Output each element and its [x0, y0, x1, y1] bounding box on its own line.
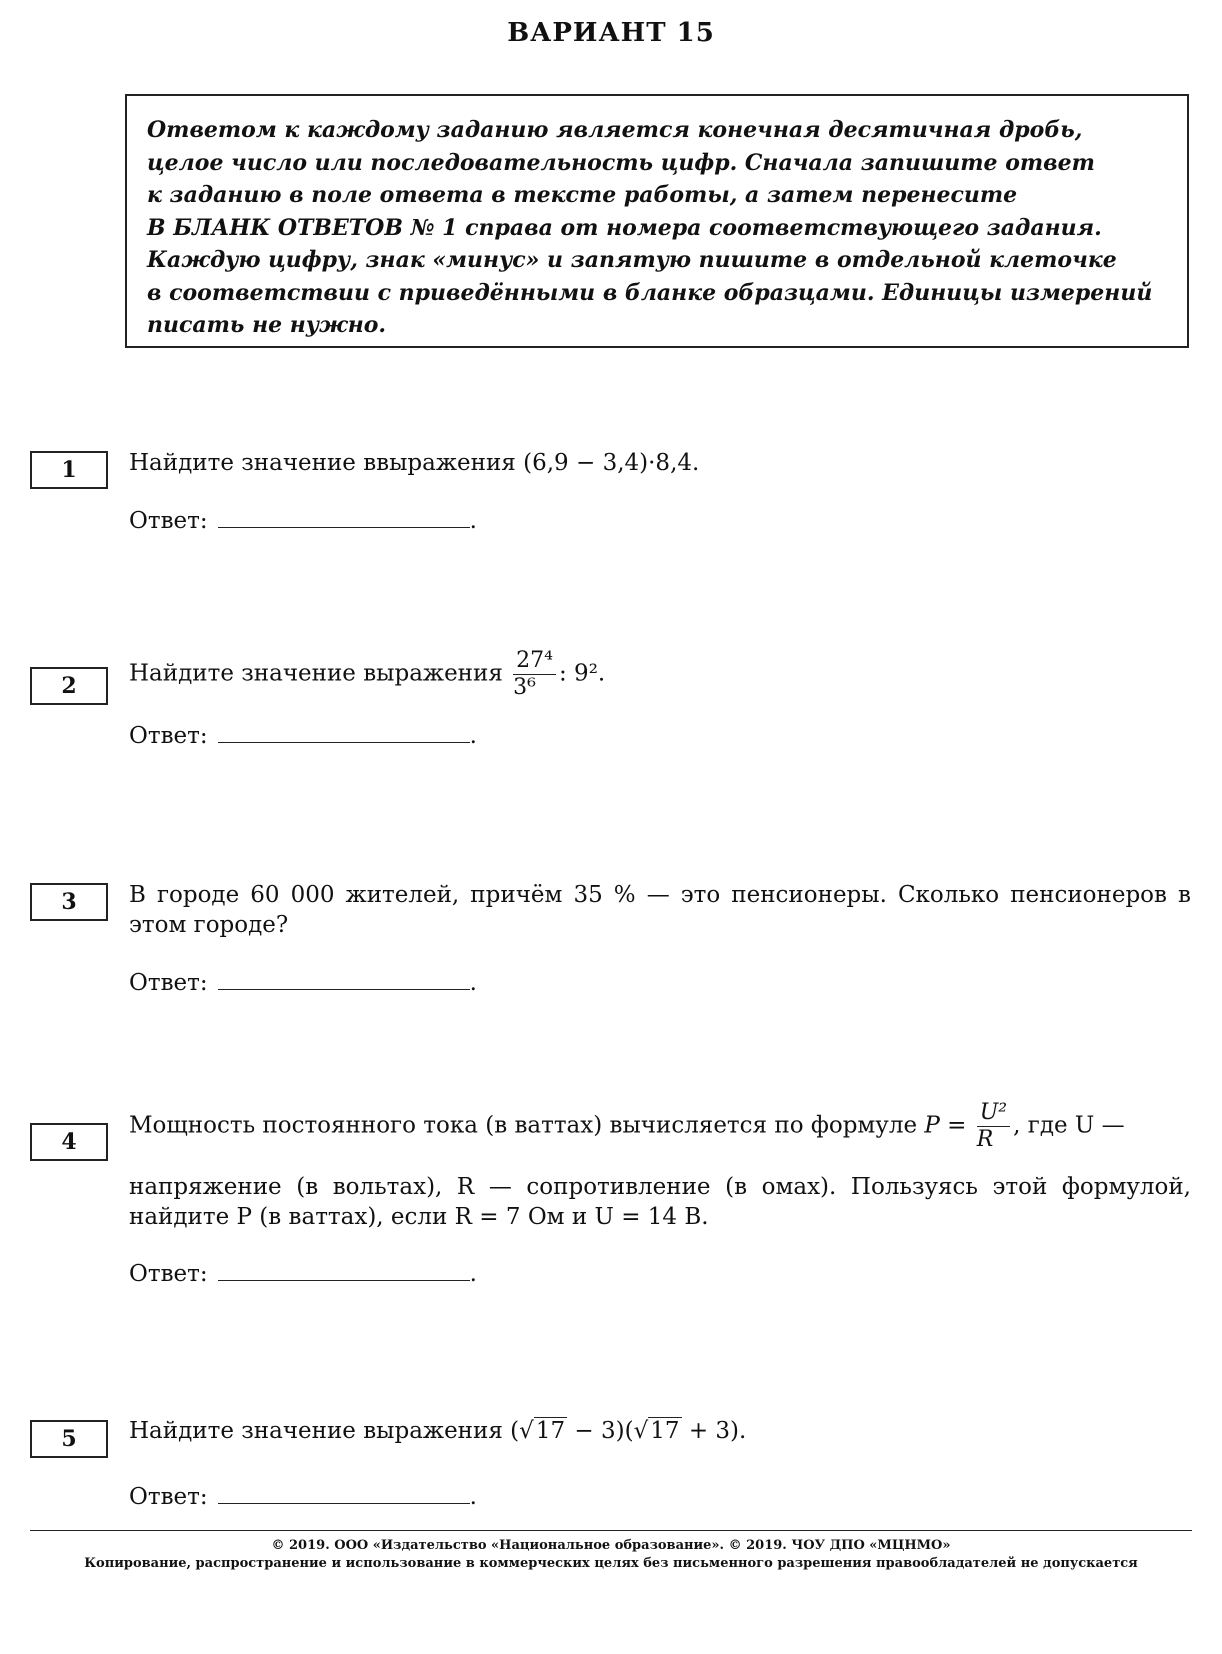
task-question-continued: напряжение (в вольтах), R — сопротивление (в омах). Пользуясь этой формулой, найдите P (в ваттах), если R = 7 Ом и U = 14 В.	[129, 1174, 1191, 1230]
answer-label: Ответ:	[129, 723, 208, 749]
answer-row: Ответ: .	[129, 967, 477, 998]
fraction-numerator: 27⁴	[513, 648, 556, 675]
instruction-line: Каждую цифру, знак «минус» и запятую пишите в отдельной клеточке	[147, 247, 1117, 273]
task-question	[129, 1416, 1191, 1446]
instructions-box	[125, 94, 1189, 348]
instruction-line: писать не нужно.	[147, 312, 387, 338]
answer-row: Ответ: .	[129, 720, 477, 751]
question-text: Найдите значение выражения	[129, 1418, 503, 1444]
task-question: В городе 60 000 жителей, причём 35 % — это пенсионеры. Сколько пенсионеров в этом городе?	[129, 882, 1191, 938]
fraction	[977, 1100, 1010, 1153]
fraction-denominator: 3⁶	[513, 675, 536, 700]
math-expression: (	[510, 1418, 520, 1444]
answer-label: Ответ:	[129, 1261, 208, 1287]
task-number: 3	[30, 883, 108, 921]
answer-label: Ответ:	[129, 970, 208, 996]
formula-lhs: P =	[924, 1112, 967, 1139]
sqrt-radicand: 17	[535, 1418, 566, 1444]
page-title: ВАРИАНТ 15	[507, 18, 715, 48]
question-text: , где U —	[1013, 1112, 1125, 1139]
fraction-denominator: R	[976, 1127, 994, 1152]
answer-label: Ответ:	[129, 508, 208, 534]
math-expression: − 3)(	[567, 1418, 634, 1444]
task-number: 5	[30, 1420, 108, 1458]
footer-copyright: © 2019. ООО «Издательство «Национальное образование». © 2019. ЧОУ ДПО «МЦНМО»	[271, 1538, 951, 1553]
instruction-line: целое число или последовательность цифр. Сначала запишите ответ	[147, 149, 1095, 176]
math-expression: + 3).	[681, 1418, 747, 1444]
answer-field[interactable]	[218, 1258, 470, 1281]
math-expression: : 9².	[559, 660, 606, 687]
task-question	[129, 1100, 1191, 1153]
answer-label: Ответ:	[129, 1484, 208, 1510]
question-text: Найдите значение ввыражения	[129, 450, 516, 476]
instruction-line: Ответом к каждому заданию является конечная десятичная дробь,	[147, 117, 1083, 143]
task-question	[129, 448, 1191, 478]
math-expression: (6,9 − 3,4)·8,4.	[523, 450, 700, 476]
answer-row: Ответ: .	[129, 1481, 477, 1512]
instruction-line: в соответствии с приведёнными в бланке образцами. Единицы измерений	[147, 279, 1153, 306]
instruction-line: к заданию в поле ответа в тексте работы, а затем перенесите	[147, 182, 1018, 208]
answer-row: Ответ: .	[129, 505, 477, 536]
question-text: Мощность постоянного тока (в ваттах) вычисляется по формуле	[129, 1112, 918, 1139]
task-number: 2	[30, 667, 108, 705]
task-question	[129, 648, 1191, 701]
instruction-line: В БЛАНК ОТВЕТОВ № 1 справа от номера соответствующего задания.	[147, 214, 1102, 241]
fraction	[513, 648, 556, 701]
task-number: 4	[30, 1123, 108, 1161]
answer-row: Ответ: .	[129, 1258, 477, 1289]
task-number: 1	[30, 451, 108, 489]
fraction-numerator: U²	[977, 1100, 1010, 1127]
question-text: Найдите значение выражения	[129, 660, 503, 687]
footer-divider	[30, 1530, 1192, 1531]
footer-notice: Копирование, распространение и использование в коммерческих целях без письменного разрешения правообладателей не допускается	[84, 1556, 1138, 1571]
answer-field[interactable]	[218, 505, 470, 528]
sqrt-symbol: √17	[633, 1418, 680, 1444]
answer-field[interactable]	[218, 967, 470, 990]
answer-field[interactable]	[218, 720, 470, 743]
sqrt-radicand: 17	[650, 1418, 680, 1444]
answer-field[interactable]	[218, 1481, 470, 1504]
sqrt-symbol: √17	[519, 1418, 566, 1444]
